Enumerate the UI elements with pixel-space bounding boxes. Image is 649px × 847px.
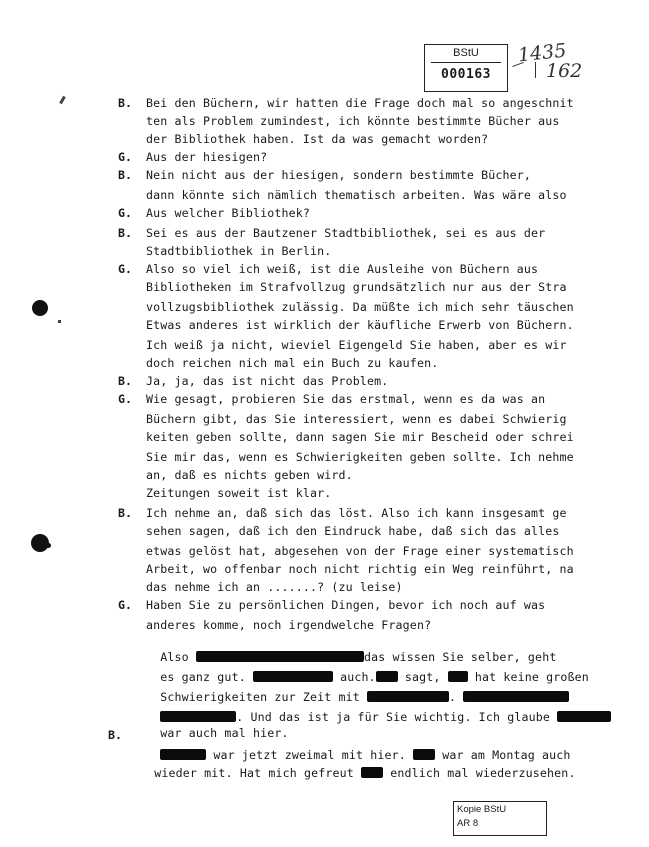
transcript-line: an, daß es nichts geben wird. xyxy=(146,468,353,482)
transcript-line-redacted: Schwierigkeiten zur Zeit mit . xyxy=(146,676,569,704)
speaker-label: G. xyxy=(118,206,132,220)
transcript-line: dann könnte sich nämlich thematisch arbeiten. Was wäre also xyxy=(146,188,567,202)
text-fragment: es ganz gut. xyxy=(160,670,246,684)
transcript-line: Also so viel ich weiß, ist die Ausleihe von Büchern aus xyxy=(146,262,539,276)
redaction-bar xyxy=(361,767,383,778)
transcript-line: Aus welcher Bibliothek? xyxy=(146,206,310,220)
speaker-label: B. xyxy=(118,168,132,182)
transcript-line: Bibliotheken im Strafvollzug grundsätzlich nur aus der Stra xyxy=(146,280,567,294)
transcript-line: Arbeit, wo offenbar noch nicht richtig ein Weg reinführt, na xyxy=(146,562,574,576)
redaction-bar xyxy=(557,711,611,722)
speaker-label: G. xyxy=(118,598,132,612)
text-fragment: auch. xyxy=(340,670,376,684)
text-fragment: war auch mal hier. xyxy=(160,726,289,740)
transcript-line: Büchern gibt, das Sie interessiert, wenn es dabei Schwierig xyxy=(146,412,567,426)
speaker-label: B. xyxy=(118,96,132,110)
text-fragment: . Und das ist ja für Sie wichtig. Ich glaube xyxy=(236,710,550,724)
transcript-line: Wie gesagt, probieren Sie das erstmal, wenn es da was an xyxy=(146,392,546,406)
handwritten-number-top: 1435 xyxy=(516,39,568,67)
transcript-line: Sei es aus der Bautzener Stadtbibliothek, sei es aus der xyxy=(146,226,546,240)
transcript-line: Aus der hiesigen? xyxy=(146,150,268,164)
stamp-title: BStU xyxy=(453,47,479,59)
text-fragment: Schwierigkeiten zur Zeit mit xyxy=(160,690,360,704)
transcript-line: Zeitungen soweit ist klar. xyxy=(146,486,332,500)
stamp-divider xyxy=(431,62,501,63)
text-fragment: Also xyxy=(160,650,189,664)
text-fragment: war am Montag auch xyxy=(442,748,571,762)
text-fragment: hat keine großen xyxy=(474,670,589,684)
transcript-line: Ich weiß ja nicht, wieviel Eigengeld Sie haben, aber es wir xyxy=(146,338,567,352)
speaker-label: G. xyxy=(118,150,132,164)
copy-stamp-line1: Kopie BStU xyxy=(457,804,507,815)
text-fragment: sagt, xyxy=(404,670,441,684)
punch-hole-mark xyxy=(32,300,48,316)
text-fragment: war jetzt zweimal mit hier. xyxy=(213,748,406,762)
text-fragment: endlich mal wiederzusehen. xyxy=(390,766,576,780)
transcript-line: doch reichen nich mal ein Buch zu kaufen. xyxy=(146,356,439,370)
speaker-label: B. xyxy=(108,728,122,742)
transcript-line: sehen sagen, daß ich den Eindruck habe, daß sich das alles xyxy=(146,524,560,538)
text-fragment: wieder mit. Hat mich gefreut xyxy=(154,766,354,780)
transcript-line: Nein nicht aus der hiesigen, sondern bestimmte Bücher, xyxy=(146,168,532,182)
speaker-label: B. xyxy=(118,506,132,520)
speaker-label: B. xyxy=(118,374,132,388)
transcript-line: anderes komme, noch irgendwelche Fragen? xyxy=(146,618,432,632)
copy-stamp xyxy=(453,801,547,836)
speaker-label: G. xyxy=(118,262,132,276)
transcript-line: das nehme ich an .......? (zu leise) xyxy=(146,580,403,594)
speaker-label: B. xyxy=(118,226,132,240)
transcript-line: keiten geben sollte, dann sagen Sie mir Bescheid oder schrei xyxy=(146,430,574,444)
transcript-line: Ich nehme an, daß sich das löst. Also ich kann insgesamt ge xyxy=(146,506,567,520)
transcript-line: Ja, ja, das ist nicht das Problem. xyxy=(146,374,389,388)
transcript-line: etwas gelöst hat, abgesehen von der Frage einer systematisch xyxy=(146,544,574,558)
scan-speck xyxy=(58,320,61,323)
transcript-line-redacted xyxy=(140,752,576,780)
text-fragment: das wissen Sie selber, geht xyxy=(363,650,557,664)
transcript-line: vollzugsbibliothek zulässig. Da müßte ich mich sehr täuschen xyxy=(146,300,574,314)
transcript-line: der Bibliothek haben. Ist da was gemacht worden? xyxy=(146,132,489,146)
transcript-line: Stadtbibliothek in Berlin. xyxy=(146,244,332,258)
transcript-line: ten als Problem zumindest, ich könnte bestimmte Bücher aus xyxy=(146,114,560,128)
transcript-line: Etwas anderes ist wirklich der käufliche Erwerb von Büchern. xyxy=(146,318,574,332)
speaker-label: G. xyxy=(118,392,132,406)
transcript-line: Bei den Büchern, wir hatten die Frage doch mal so angeschnit xyxy=(146,96,574,110)
copy-stamp-line2: AR 8 xyxy=(457,818,479,829)
transcript-line: Sie mir das, wenn es Schwierigkeiten geben sollte. Ich nehme xyxy=(146,450,574,464)
handwritten-number-bottom: 162 xyxy=(546,60,583,82)
stamp-number: 000163 xyxy=(441,67,491,82)
scan-speck xyxy=(46,543,51,548)
handwritten-slash xyxy=(535,62,536,78)
transcript-line: Haben Sie zu persönlichen Dingen, bevor ich noch auf was xyxy=(146,598,546,612)
scan-speck xyxy=(59,96,66,104)
bstu-archive-stamp xyxy=(424,44,508,92)
